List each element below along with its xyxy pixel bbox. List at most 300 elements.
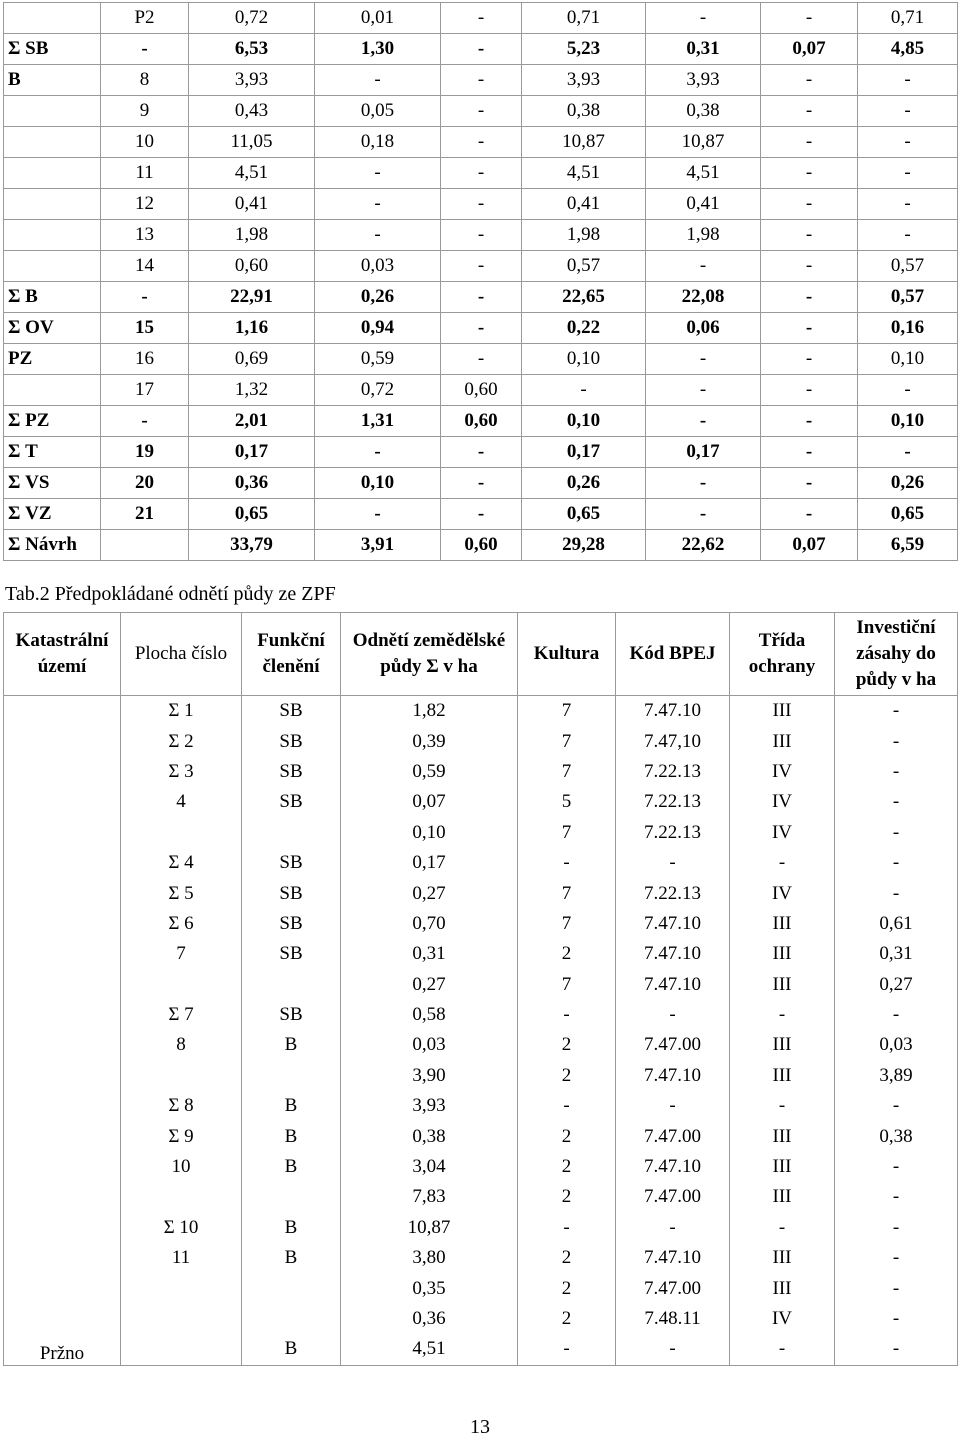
table-row: [4, 1152, 958, 1182]
table-cell: 0,01: [315, 3, 441, 34]
table-cell: -: [315, 158, 441, 189]
table-cell: 0,38: [835, 1121, 958, 1151]
table-cell: 10: [121, 1152, 242, 1182]
table-cell: -: [761, 375, 858, 406]
page-number: 13: [470, 1416, 490, 1438]
table-cell: 0,39: [341, 726, 518, 756]
table-cell: 2: [518, 1061, 616, 1091]
table-cell: 0,71: [522, 3, 646, 34]
table-cell: -: [858, 375, 958, 406]
table-cell: 3,04: [341, 1152, 518, 1182]
table-row: [4, 726, 958, 756]
table-cell: B: [242, 1030, 341, 1060]
table-caption: Tab.2 Předpokládané odnětí půdy ze ZPF: [5, 583, 336, 605]
table-cell: 0,43: [189, 96, 315, 127]
table-cell: 0,65: [858, 499, 958, 530]
table-cell: -: [616, 1000, 730, 1030]
table-cell: [242, 970, 341, 1000]
table-cell: 0,10: [341, 818, 518, 848]
table-row: [4, 96, 958, 127]
table-cell: 29,28: [522, 530, 646, 561]
table-cell: SB: [242, 939, 341, 969]
table-cell: -: [101, 34, 189, 65]
table-cell: 0,31: [646, 34, 761, 65]
table-cell: 1,16: [189, 313, 315, 344]
table-cell: SB: [242, 696, 341, 727]
table-cell: [121, 1334, 242, 1365]
table-cell: -: [441, 437, 522, 468]
table-cell: 0,57: [858, 251, 958, 282]
table-cell: -: [835, 878, 958, 908]
table-cell: -: [441, 499, 522, 530]
table-zpf-removal: [3, 612, 958, 1366]
table-row: [4, 313, 958, 344]
table-cell: IV: [730, 757, 835, 787]
table-cell: 1,98: [189, 220, 315, 251]
table-cell: -: [315, 499, 441, 530]
table-cell: 0,36: [341, 1304, 518, 1334]
table-cell: III: [730, 726, 835, 756]
table-cell: 0,26: [522, 468, 646, 499]
table-cell: 2: [518, 1273, 616, 1303]
table-cell: -: [761, 189, 858, 220]
table-cell: -: [835, 696, 958, 727]
table-cell: SB: [242, 1000, 341, 1030]
table-cell: -: [441, 220, 522, 251]
table-cell: -: [835, 1273, 958, 1303]
table-cell: Σ 6: [121, 909, 242, 939]
table-row: [4, 878, 958, 908]
table-cell: [242, 1061, 341, 1091]
table-cell: 0,38: [341, 1121, 518, 1151]
table-cell: -: [761, 3, 858, 34]
row-label: Σ B: [4, 282, 101, 313]
table-row: [4, 1304, 958, 1334]
table-cell: -: [101, 282, 189, 313]
table-cell: -: [616, 1213, 730, 1243]
row-label: Σ PZ: [4, 406, 101, 437]
table-cell: -: [858, 96, 958, 127]
header-kod-bpej: Kód BPEJ: [616, 613, 730, 696]
row-label: [4, 189, 101, 220]
table-cell: 2: [518, 1121, 616, 1151]
table-cell: III: [730, 1273, 835, 1303]
table-cell: -: [646, 468, 761, 499]
table-cell: 0,07: [761, 34, 858, 65]
table-cell: Σ 2: [121, 726, 242, 756]
table-cell: 0,07: [341, 787, 518, 817]
table-cell: 7: [518, 970, 616, 1000]
table-cell: [121, 1182, 242, 1212]
table-cell: 10,87: [646, 127, 761, 158]
table-cell: [242, 1304, 341, 1334]
table-cell: Σ 5: [121, 878, 242, 908]
table-cell: 0,03: [835, 1030, 958, 1060]
row-label: [4, 251, 101, 282]
table-cell: [121, 1273, 242, 1303]
table-cell: III: [730, 1030, 835, 1060]
table-row: [4, 757, 958, 787]
table-cell: -: [858, 65, 958, 96]
table-cell: 13: [101, 220, 189, 251]
table-cell: Σ 3: [121, 757, 242, 787]
table-cell: B: [242, 1243, 341, 1273]
table-cell: -: [646, 251, 761, 282]
table-cell: -: [101, 406, 189, 437]
table-cell: 0,60: [441, 375, 522, 406]
table-cell: [101, 530, 189, 561]
table-cell: IV: [730, 818, 835, 848]
table-cell: 0,26: [315, 282, 441, 313]
table-cell: -: [730, 1213, 835, 1243]
row-label: Σ SB: [4, 34, 101, 65]
table-cell: 7: [518, 818, 616, 848]
table-cell: -: [518, 1091, 616, 1121]
table-cell: 2: [518, 939, 616, 969]
table-cell: -: [441, 189, 522, 220]
table-cell: -: [761, 220, 858, 251]
table-cell: 33,79: [189, 530, 315, 561]
table-cell: [242, 1182, 341, 1212]
table-cell: [121, 970, 242, 1000]
table-cell: 0,10: [522, 344, 646, 375]
table-cell: -: [761, 251, 858, 282]
table-cell: 3,93: [522, 65, 646, 96]
table-row: [4, 970, 958, 1000]
table-cell: -: [835, 757, 958, 787]
table-cell: 11,05: [189, 127, 315, 158]
table-cell: 0,60: [441, 530, 522, 561]
table-cell: 1,82: [341, 696, 518, 727]
table-cell: Σ 4: [121, 848, 242, 878]
table-cell: 19: [101, 437, 189, 468]
table-cell: IV: [730, 1304, 835, 1334]
table-cell: 0,17: [646, 437, 761, 468]
table-cell: 0,31: [341, 939, 518, 969]
table-cell: 1,98: [522, 220, 646, 251]
table-cell: 0,65: [189, 499, 315, 530]
header-investicni-zasahy: Investiční zásahy do půdy v ha: [835, 613, 958, 696]
table-cell: -: [761, 499, 858, 530]
table-row: [4, 1091, 958, 1121]
table-cell: 4,51: [189, 158, 315, 189]
table-cell: Σ 10: [121, 1213, 242, 1243]
table-cell: -: [761, 406, 858, 437]
table-cell: -: [858, 220, 958, 251]
table-cell: -: [761, 65, 858, 96]
table-cell: -: [761, 313, 858, 344]
table-cell: 2: [518, 1152, 616, 1182]
table-cell: B: [242, 1091, 341, 1121]
table-cell: 0,03: [315, 251, 441, 282]
table-cell: -: [858, 437, 958, 468]
table-cell: III: [730, 1061, 835, 1091]
table-cell: 1,32: [189, 375, 315, 406]
table-row: [4, 1182, 958, 1212]
table-cell: -: [646, 499, 761, 530]
table-cell: -: [761, 158, 858, 189]
table-cell: 6,53: [189, 34, 315, 65]
table-cell: -: [835, 1152, 958, 1182]
table-cell: -: [835, 1182, 958, 1212]
table-cell: 2: [518, 1030, 616, 1060]
table-cell: 0,69: [189, 344, 315, 375]
table-cell: 7: [518, 909, 616, 939]
table-cell: 3,93: [341, 1091, 518, 1121]
table-cell: 3,89: [835, 1061, 958, 1091]
table-row: [4, 1030, 958, 1060]
table-row: [4, 1061, 958, 1091]
table-cell: 20: [101, 468, 189, 499]
table-cell: -: [835, 1304, 958, 1334]
table-cell: [121, 1304, 242, 1334]
table-cell: Σ 9: [121, 1121, 242, 1151]
table-cell: 9: [101, 96, 189, 127]
table-cell: 0,07: [761, 530, 858, 561]
table-cell: [242, 1273, 341, 1303]
table-cell: 0,27: [341, 970, 518, 1000]
table-cell: -: [858, 158, 958, 189]
table-row: [4, 406, 958, 437]
table-cell: -: [730, 1334, 835, 1365]
table-cell: 0,16: [858, 313, 958, 344]
table-cell: 0,70: [341, 909, 518, 939]
table-row: [4, 530, 958, 561]
table-cell: [121, 1061, 242, 1091]
table-cell: 0,06: [646, 313, 761, 344]
table-cell: 17: [101, 375, 189, 406]
table-cell: 0,41: [522, 189, 646, 220]
header-plocha-cislo: Plocha číslo: [121, 613, 242, 696]
table-cell: -: [315, 437, 441, 468]
table-cell: -: [315, 65, 441, 96]
table-cell: 0,57: [858, 282, 958, 313]
table-cell: 7.47.10: [616, 1243, 730, 1273]
table-cell: Σ 8: [121, 1091, 242, 1121]
table-cell: 7.47.10: [616, 909, 730, 939]
table-cell: 7.22.13: [616, 757, 730, 787]
table-cell: 4,51: [341, 1334, 518, 1365]
table-cell: B: [242, 1121, 341, 1151]
row-label: [4, 158, 101, 189]
table-cell: 7.48.11: [616, 1304, 730, 1334]
table-row: [4, 818, 958, 848]
table-cell: 8: [101, 65, 189, 96]
table-cell: 0,71: [858, 3, 958, 34]
table-cell: 4: [121, 787, 242, 817]
table-cell: -: [441, 65, 522, 96]
table-cell: 0,17: [189, 437, 315, 468]
table-cell: 11: [101, 158, 189, 189]
table-cell: 0,41: [646, 189, 761, 220]
table-row: [4, 909, 958, 939]
table-cell: SB: [242, 909, 341, 939]
table-cell: 7: [121, 939, 242, 969]
table-row: [4, 189, 958, 220]
table-row: [4, 696, 958, 727]
table-cell: 0,60: [441, 406, 522, 437]
table-row: [4, 1213, 958, 1243]
row-label: B: [4, 65, 101, 96]
table-cell: [121, 818, 242, 848]
row-label: [4, 96, 101, 127]
table-row: [4, 220, 958, 251]
table-cell: -: [761, 468, 858, 499]
table-cell: 0,65: [522, 499, 646, 530]
table-cell: 2: [518, 1243, 616, 1273]
table-cell: 0,57: [522, 251, 646, 282]
table-cell: -: [518, 1000, 616, 1030]
table-cell: 0,38: [646, 96, 761, 127]
table-cell: 11: [121, 1243, 242, 1273]
table-row: [4, 1121, 958, 1151]
table-cell: 0,31: [835, 939, 958, 969]
table-cell: 7,83: [341, 1182, 518, 1212]
header-funkcni-cleneni: Funkční členění: [242, 613, 341, 696]
table-cell: 0,10: [522, 406, 646, 437]
table-cell: 10: [101, 127, 189, 158]
header-trida-ochrany: Třída ochrany: [730, 613, 835, 696]
table-cell: -: [441, 313, 522, 344]
table-cell: 3,93: [646, 65, 761, 96]
table-cell: -: [761, 437, 858, 468]
table-cell: 0,18: [315, 127, 441, 158]
table-cell: -: [441, 468, 522, 499]
row-label: PZ: [4, 344, 101, 375]
table-cell: 0,17: [341, 848, 518, 878]
table-cell: 22,62: [646, 530, 761, 561]
table-cell: SB: [242, 848, 341, 878]
table-cell: 7.47.10: [616, 1061, 730, 1091]
table-cell: 7: [518, 726, 616, 756]
table-cell: 0,94: [315, 313, 441, 344]
table-cell: 0,26: [858, 468, 958, 499]
header-katastralni-uzemi: Katastrální území: [4, 613, 121, 696]
table-cell: 7.47,10: [616, 726, 730, 756]
table-row: [4, 34, 958, 65]
table-cell: B: [242, 1152, 341, 1182]
table-cell: [242, 818, 341, 848]
table-cell: -: [761, 96, 858, 127]
row-label: [4, 3, 101, 34]
table-row: [4, 158, 958, 189]
table-row: [4, 1334, 958, 1365]
table-cell: -: [441, 251, 522, 282]
table-cell: -: [761, 344, 858, 375]
header-kultura: Kultura: [518, 613, 616, 696]
table-cell: -: [835, 1000, 958, 1030]
table-cell: 4,51: [522, 158, 646, 189]
table-cell: 0,58: [341, 1000, 518, 1030]
table-cell: IV: [730, 878, 835, 908]
row-label: Σ OV: [4, 313, 101, 344]
table-cell: SB: [242, 787, 341, 817]
table-cell: -: [730, 1000, 835, 1030]
table-cell: 3,91: [315, 530, 441, 561]
table-cell: 0,60: [189, 251, 315, 282]
table-cell: 0,10: [858, 406, 958, 437]
table-cell: P2: [101, 3, 189, 34]
table-cell: -: [441, 282, 522, 313]
table-cell: 6,59: [858, 530, 958, 561]
table-cell: 3,93: [189, 65, 315, 96]
table-cell: B: [242, 1213, 341, 1243]
table-cell: IV: [730, 787, 835, 817]
table-cell: 0,05: [315, 96, 441, 127]
table-cell: -: [835, 818, 958, 848]
table-cell: 0,27: [341, 878, 518, 908]
table-cell: -: [858, 189, 958, 220]
table-cell: 5: [518, 787, 616, 817]
table-cell: -: [835, 1334, 958, 1365]
table-cell: 21: [101, 499, 189, 530]
table-row: [4, 848, 958, 878]
table-cell: 7.22.13: [616, 878, 730, 908]
table-cell: 7.47.10: [616, 696, 730, 727]
table-cell: -: [646, 406, 761, 437]
table-cell: 7.47.10: [616, 970, 730, 1000]
table-cell: SB: [242, 757, 341, 787]
table-cell: 7: [518, 696, 616, 727]
table-cell: -: [858, 127, 958, 158]
table-cell: 0,41: [189, 189, 315, 220]
table-cell: -: [646, 344, 761, 375]
table-cell: SB: [242, 726, 341, 756]
table-cell: III: [730, 909, 835, 939]
table-cell: 7.47.00: [616, 1273, 730, 1303]
table-row: [4, 468, 958, 499]
table-row: [4, 65, 958, 96]
table-cell: -: [761, 127, 858, 158]
table-cell: -: [730, 848, 835, 878]
table-cell: -: [518, 848, 616, 878]
table-cell: 2,01: [189, 406, 315, 437]
table-cell: -: [646, 3, 761, 34]
table-cell: -: [616, 1334, 730, 1365]
table-cell: 10,87: [341, 1213, 518, 1243]
table-cell: -: [441, 158, 522, 189]
table-cell: 1,98: [646, 220, 761, 251]
table-cell: 22,08: [646, 282, 761, 313]
table-cell: SB: [242, 878, 341, 908]
table-cell: -: [835, 787, 958, 817]
table-cell: 12: [101, 189, 189, 220]
table-cell: -: [315, 189, 441, 220]
table-cell: 3,80: [341, 1243, 518, 1273]
table-cell: 8: [121, 1030, 242, 1060]
table-cell: -: [441, 344, 522, 375]
table-cell: 0,61: [835, 909, 958, 939]
table-cell: 0,27: [835, 970, 958, 1000]
row-label: [4, 375, 101, 406]
row-label: [4, 127, 101, 158]
table-cell: 0,10: [858, 344, 958, 375]
table-cell: 4,51: [646, 158, 761, 189]
table-cell: 7.47.00: [616, 1121, 730, 1151]
table-land-balance: [3, 2, 958, 561]
table-cell: 2: [518, 1304, 616, 1334]
table-cell: -: [441, 34, 522, 65]
table-cell: 5,23: [522, 34, 646, 65]
table-cell: 3,90: [341, 1061, 518, 1091]
row-label: Σ VS: [4, 468, 101, 499]
table-cell: B: [242, 1334, 341, 1365]
table-cell: III: [730, 1152, 835, 1182]
table-cell: -: [441, 3, 522, 34]
row-label: Σ VZ: [4, 499, 101, 530]
table-row: [4, 375, 958, 406]
table-cell: 14: [101, 251, 189, 282]
